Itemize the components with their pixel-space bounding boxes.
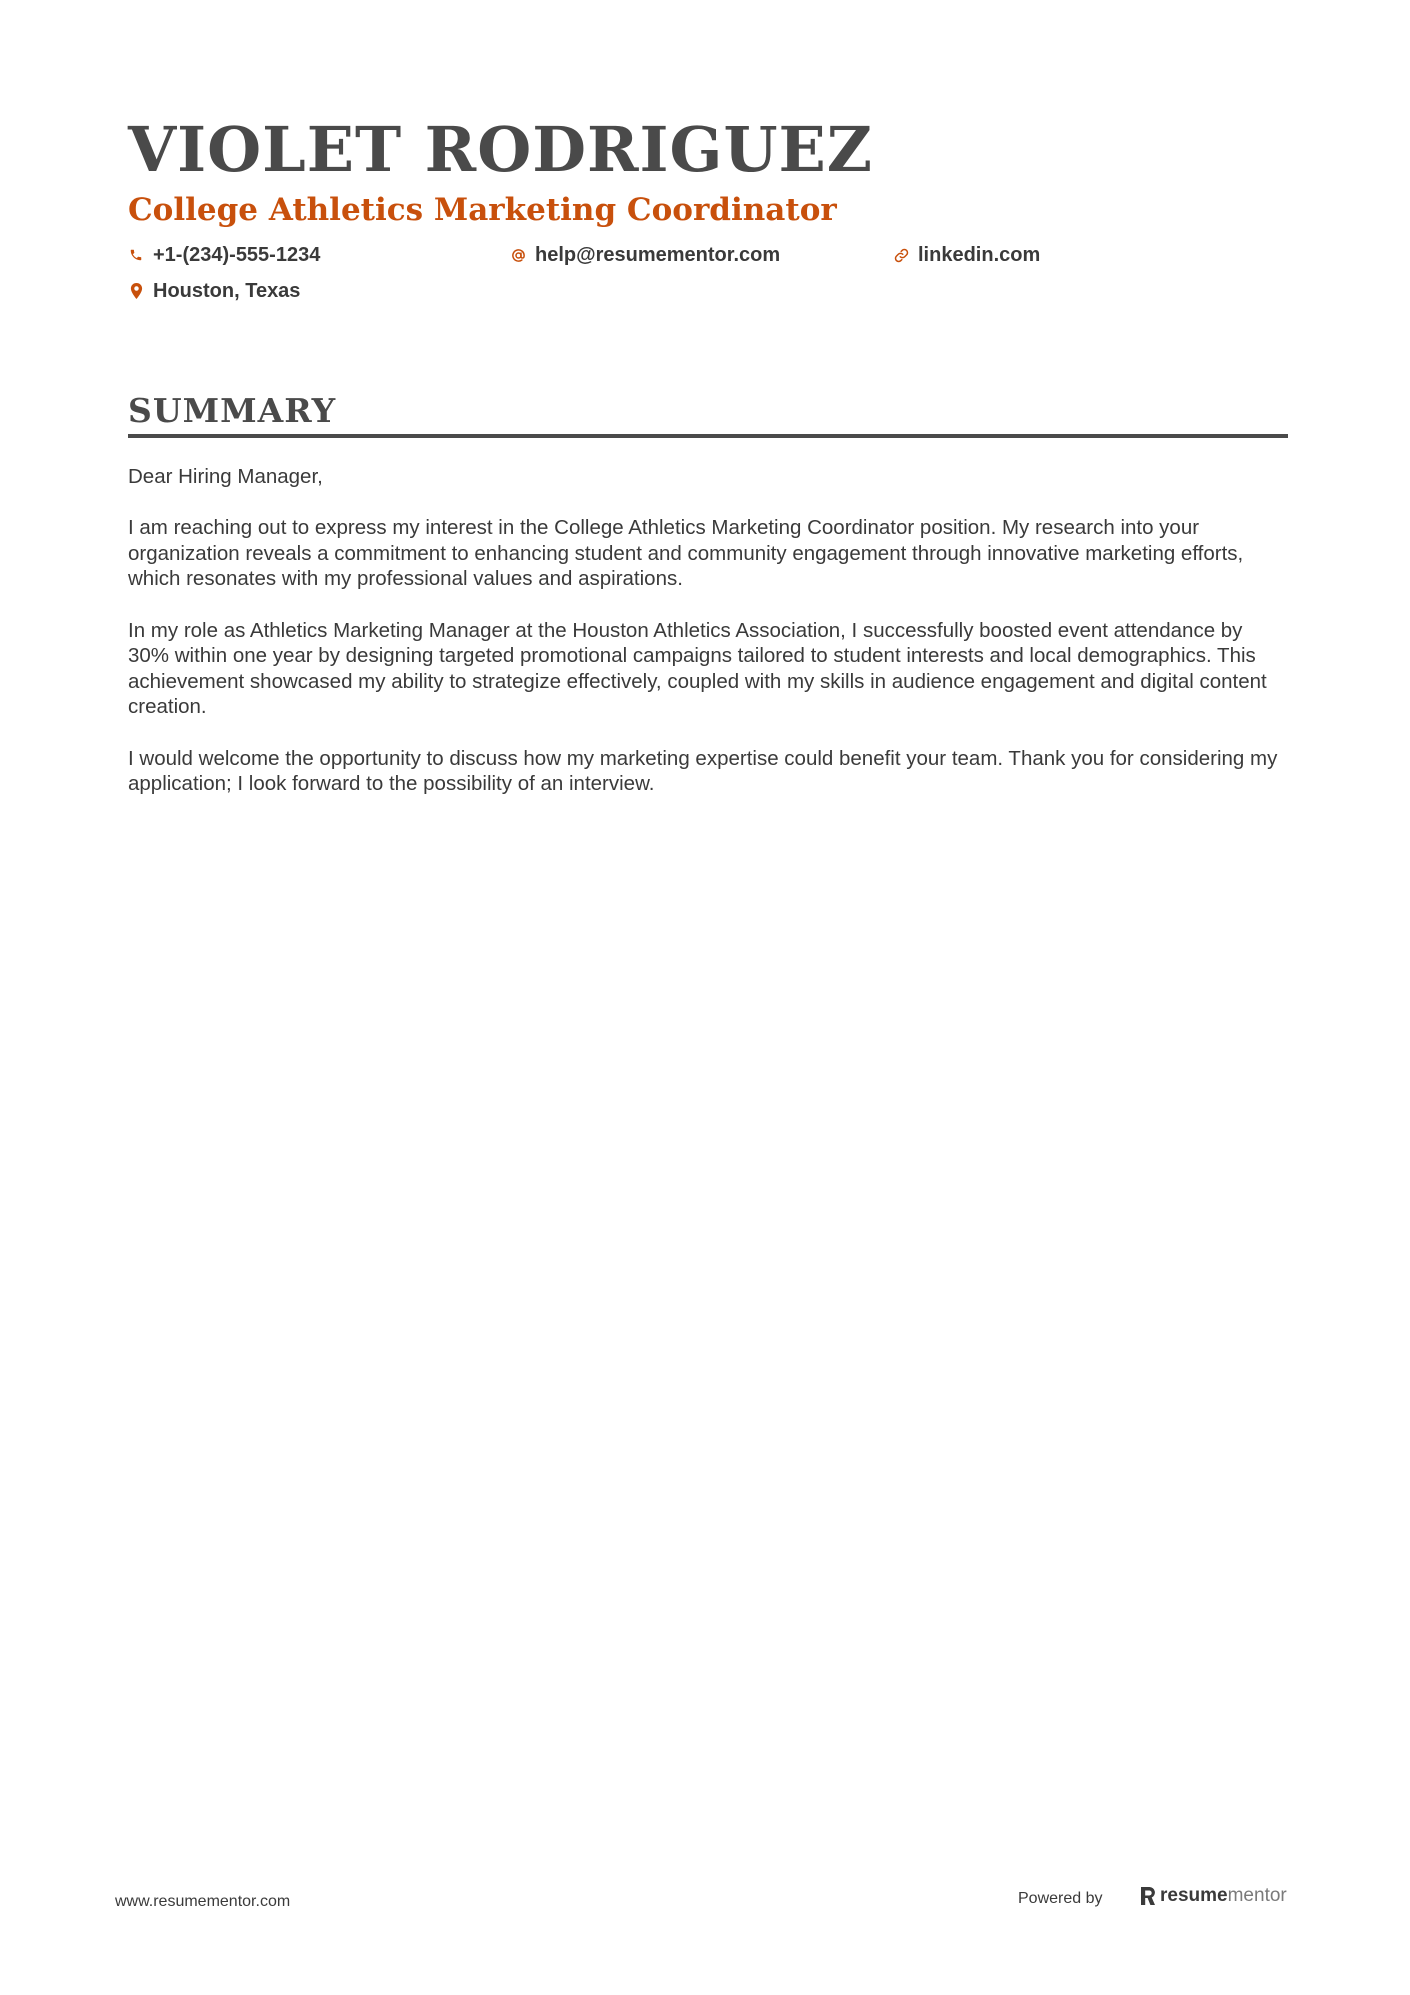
resumementor-logo-icon [1140,1886,1156,1906]
contact-phone[interactable] [128,242,320,268]
contact-info [128,242,1288,318]
cover-letter-body [128,464,1278,797]
job-title: College Athletics Marketing Coordinator [128,192,837,228]
resume-header [128,112,1288,318]
phone-text: +1-(234)-555-1234 [153,243,321,266]
website-text: linkedin.com [918,243,1041,266]
contact-email[interactable] [510,242,780,268]
at-sign-icon [510,246,526,264]
letter-paragraph: I would welcome the opportunity to discuss how my marketing expertise could benefit your team. Thank you for considering my application; I look forward to the possibility of an interview. [128,746,1278,796]
map-pin-icon [128,282,144,300]
phone-icon [128,246,144,264]
location-text: Houston, Texas [153,279,301,302]
letter-greeting: Dear Hiring Manager, [128,465,323,488]
summary-section [128,390,1288,822]
footer-website-link[interactable]: www.resumementor.com [115,1893,291,1910]
brand-logo[interactable] [1140,1885,1287,1907]
letter-paragraph: I am reaching out to express my interest in the College Athletics Marketing Coordinator position. My research into your organization reveals a commitment to enhancing student and community engagement through innovative marketing efforts, which resonates with my professional values and aspirations. [128,516,1244,591]
link-icon [893,246,909,264]
letter-paragraph: In my role as Athletics Marketing Manager at the Houston Athletics Association, I successfully boosted event attendance by 30% within one year by designing targeted promotional campaigns tailored to student interests and local demographics. This achievement showcased my ability to strategize effectively, coupled with my skills in audience engagement and digital content creation. [128,618,1267,719]
email-text: help@resumementor.com [535,243,781,266]
section-heading: SUMMARY [128,391,337,430]
contact-website[interactable] [893,242,1040,268]
brand-name-light: mentor [1227,1885,1287,1906]
powered-by-label: Powered by [1018,1890,1103,1907]
contact-location [128,278,300,304]
candidate-name: VIOLET RODRIGUEZ [128,113,874,186]
brand-name-bold: resume [1160,1885,1228,1906]
section-divider [128,434,1288,438]
